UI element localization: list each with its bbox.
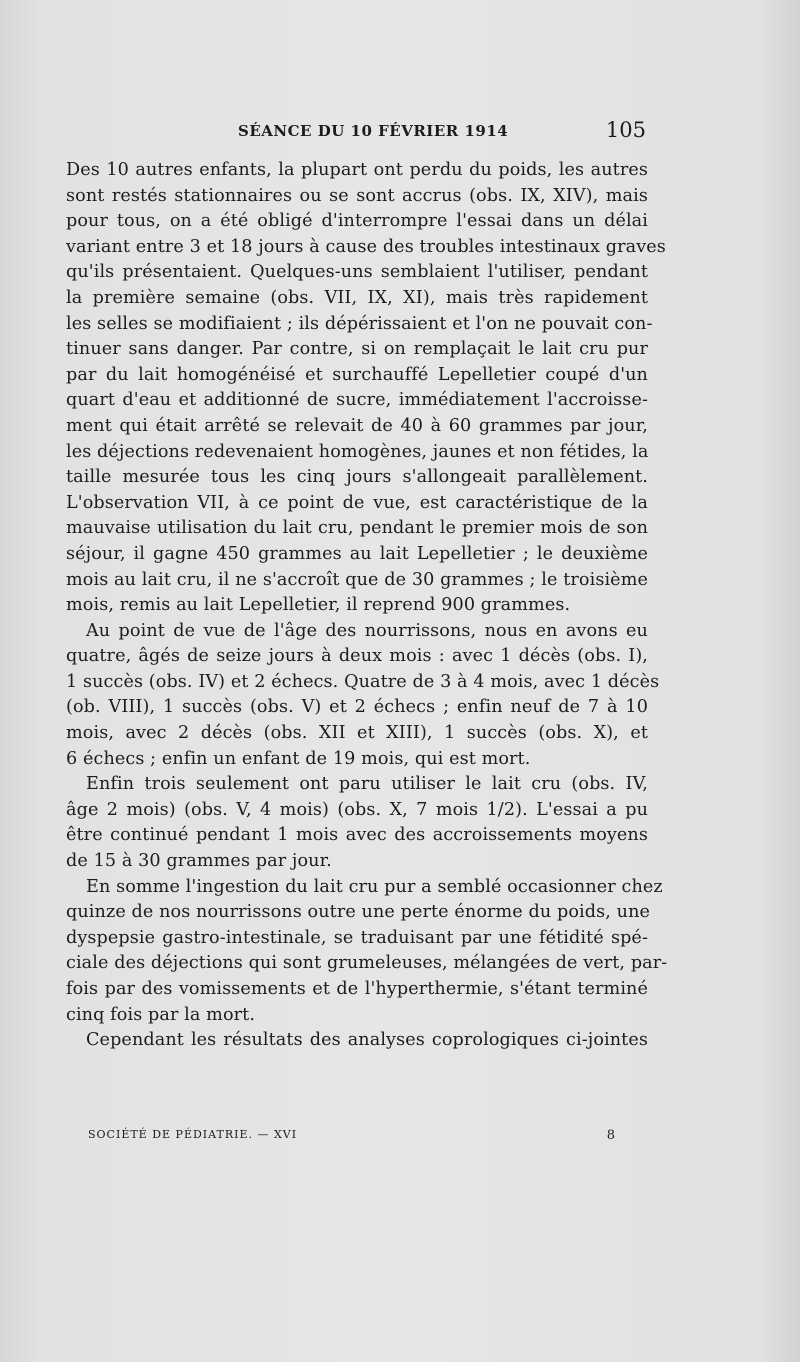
text-line: sont restés stationnaires ou se sont accrus (obs. IX, XIV), mais xyxy=(66,185,648,206)
text-line: En somme l'ingestion du lait cru pur a semblé occasionner chez xyxy=(86,876,663,897)
text-line: par du lait homogénéisé et surchauffé Lepelletier coupé d'un xyxy=(66,364,648,385)
text-line: quatre, âgés de seize jours à deux mois : avec 1 décès (obs. I), xyxy=(66,646,648,667)
text-line: séjour, il gagne 450 grammes au lait Lepelletier ; le deuxième xyxy=(66,543,648,564)
text-line: Des 10 autres enfants, la plupart ont perdu du poids, les autres xyxy=(66,160,648,180)
page-footer xyxy=(88,1128,616,1148)
text-line: Cependant les résultats des analyses coprologiques ci-jointes xyxy=(86,1030,648,1051)
text-line: quart d'eau et additionné de sucre, immédiatement l'accroisse- xyxy=(66,390,648,411)
text-line: variant entre 3 et 18 jours à cause des troubles intestinaux graves xyxy=(66,236,666,257)
text-line: dyspepsie gastro-intestinale, se traduisant par une fétidité spé- xyxy=(66,927,648,948)
text-line: les selles se modifiaient ; ils dépérissaient et l'on ne pouvait con- xyxy=(66,313,653,334)
text-line: mauvaise utilisation du lait cru, pendant le premier mois de son xyxy=(66,518,648,539)
page-number: 105 xyxy=(605,118,646,142)
page-header xyxy=(66,118,646,148)
running-title: SÉANCE DU 10 FÉVRIER 1914 xyxy=(238,122,509,140)
text-line: 6 échecs ; enfin un enfant de 19 mois, qui est mort. xyxy=(66,748,531,769)
text-line: fois par des vomissements et de l'hyperthermie, s'étant terminé xyxy=(66,979,648,999)
text-line: mois, avec 2 décès (obs. XII et XIII), 1 succès (obs. X), et xyxy=(66,723,648,744)
paragraph xyxy=(66,619,660,773)
text-line: âge 2 mois) (obs. V, 4 mois) (obs. X, 7 mois 1/2). L'essai a pu xyxy=(66,799,648,820)
text-line: 1 succès (obs. IV) et 2 échecs. Quatre de 3 à 4 mois, avec 1 décès xyxy=(66,671,660,692)
text-line: tinuer sans danger. Par contre, si on remplaçait le lait cru pur xyxy=(66,339,648,360)
text-line: Au point de vue de l'âge des nourrissons, nous en avons eu xyxy=(86,620,648,641)
paragraph xyxy=(66,1028,648,1054)
text-line: L'observation VII, à ce point de vue, est caractéristique de la xyxy=(66,492,648,513)
paragraph xyxy=(66,875,668,1029)
text-line: les déjections redevenaient homogènes, jaunes et non fétides, la xyxy=(66,441,649,462)
text-line: (ob. VIII), 1 succès (obs. V) et 2 échecs ; enfin neuf de 7 à 10 xyxy=(66,697,648,718)
text-line: quinze de nos nourrissons outre une perte énorme du poids, une xyxy=(66,902,651,923)
text-line: être continué pendant 1 mois avec des accroissements moyens xyxy=(66,825,648,846)
text-line: Enfin trois seulement ont paru utiliser le lait cru (obs. IV, xyxy=(86,774,648,795)
text-line: qu'ils présentaient. Quelques-uns semblaient l'utiliser, pendant xyxy=(66,262,648,283)
text-line: pour tous, on a été obligé d'interrompre l'essai dans un délai xyxy=(66,211,648,232)
text-line: de 15 à 30 grammes par jour. xyxy=(66,851,332,872)
text-line: mois, remis au lait Lepelletier, il reprend 900 grammes. xyxy=(66,595,571,616)
text-line: la première semaine (obs. VII, IX, XI), mais très rapidement xyxy=(66,287,648,308)
text-line: mois au lait cru, il ne s'accroît que de 30 grammes ; le troisième xyxy=(66,569,648,590)
text-line: ment qui était arrêté se relevait de 40 à 60 grammes par jour, xyxy=(66,415,648,436)
printer-signature: SOCIÉTÉ DE PÉDIATRIE. — XVI xyxy=(88,1128,298,1141)
paragraph xyxy=(66,772,648,874)
text-line: cinq fois par la mort. xyxy=(66,1004,256,1025)
body-text xyxy=(66,158,668,1054)
sheet-number: 8 xyxy=(606,1128,616,1143)
text-line: ciale des déjections qui sont grumeleuses, mélangées de vert, par- xyxy=(66,953,668,974)
text-line: taille mesurée tous les cinq jours s'allongeait parallèlement. xyxy=(66,467,648,488)
paragraph xyxy=(66,158,666,619)
